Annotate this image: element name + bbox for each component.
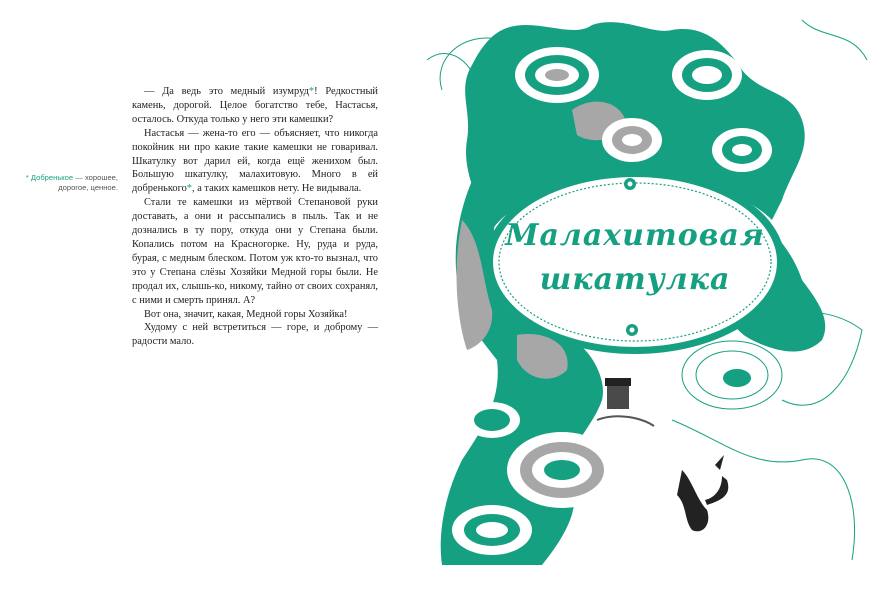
nodule-3 (602, 118, 662, 162)
nodule-6 (464, 402, 520, 438)
nodule-4 (712, 128, 772, 172)
nodule-8 (452, 505, 532, 555)
footnote (22, 173, 118, 193)
footnote-term: Добренькое — (30, 173, 83, 182)
paragraph-2: Настасья — жена-то его — объясняет, что никогда покойник ни про какие такие камешки не говаривал. Шкатулку вот дарил ей, когда ещё женихом был. Большую шкатулку, малахитовую. Много в ей добренького*, а таких камешков нету. Не видывала. (132, 127, 378, 195)
flower-ornament-icon (626, 324, 638, 336)
flower-ornament-icon (624, 178, 636, 190)
story-text (132, 85, 378, 349)
title-line-1: Малахитовая (505, 218, 765, 253)
illustration-page (422, 0, 873, 597)
left-page (0, 0, 430, 597)
footnote-ref: * (186, 183, 192, 195)
nodule-1 (515, 47, 599, 103)
title-line-2: шкатулка (539, 262, 731, 297)
paragraph-1: — Да ведь это медный изумруд*! Редкостный камень, дорогой. Целое богатство тебе, Настасья, осталось. Откуда только у него эти камешки? (132, 86, 378, 125)
paragraph-4: Вот она, значит, какая, Медной горы Хозяйка! (144, 308, 348, 320)
footnote-ref: * (308, 86, 315, 97)
paragraph-3: Стали те камешки из мёртвой Степановой руки доставать, а они и рассыпались в пыль. Так и не дознались в ту пору, откуда они у Степана были. Копались потом на Красногорке. Ну, руда и руда, бурая, с медным блеском. Потом уж кто-то вызнал, что это у Степана слёзы Хозяйки Медной горы были. Не продал их, слышь-ко, никому, тайно от своих сохранял, с ними и смерть принял. А? (132, 197, 378, 306)
footnote-mark: * (25, 173, 29, 182)
footnote-definition: хорошее, дорогое, ценное. (58, 173, 118, 192)
nodule-2 (672, 50, 742, 100)
nodule-5 (507, 432, 617, 508)
paragraph-5: Худому с ней встретиться — горе, и доброму — радости мало. (132, 322, 378, 348)
book-title (495, 216, 775, 300)
